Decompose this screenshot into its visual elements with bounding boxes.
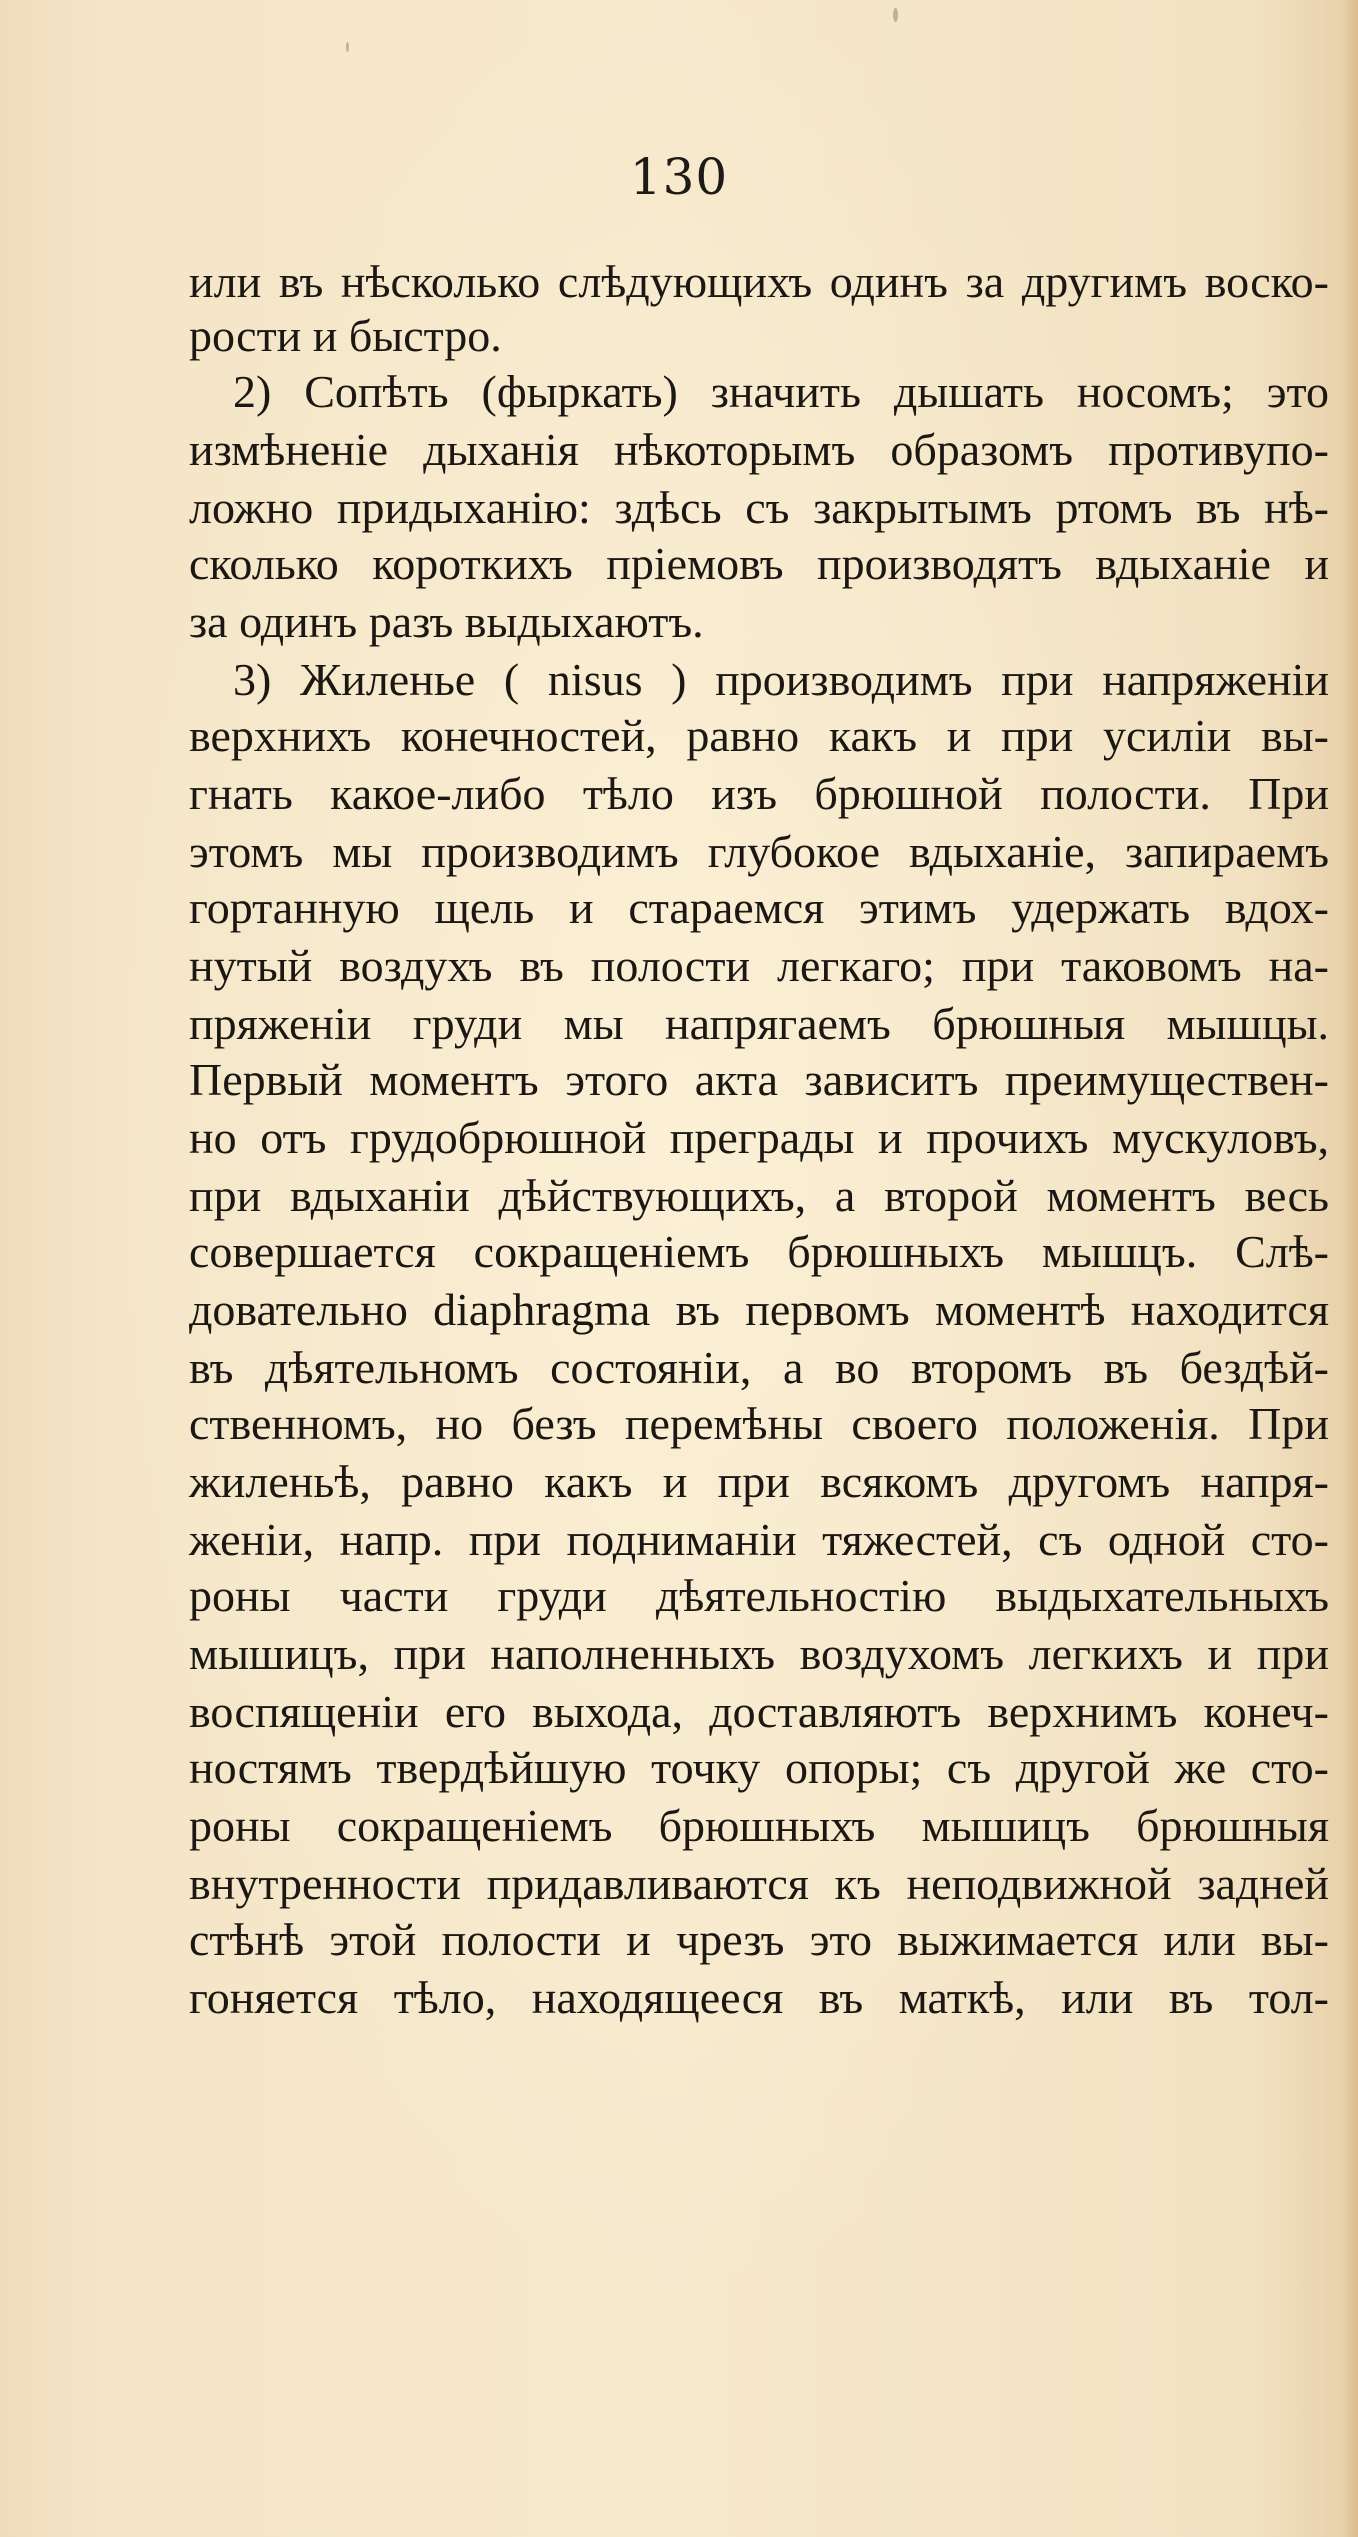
text-line: 3) Жиленье ( nisus ) производимъ при напряженіи xyxy=(233,654,1329,705)
text-line: гоняется тѣло, находящееся въ маткѣ, или въ тол- xyxy=(189,1972,1329,2023)
paper-speck xyxy=(346,42,349,52)
text-line: ложно придыханію: здѣсь съ закрытымъ ртомъ въ нѣ- xyxy=(189,482,1329,533)
text-line: мышицъ, при наполненныхъ воздухомъ легкихъ и при xyxy=(189,1628,1329,1679)
text-line: ностямъ твердѣйшую точку опоры; съ другой же сто- xyxy=(189,1742,1329,1793)
text-line: въ дѣятельномъ состояніи, а во второмъ въ бездѣй- xyxy=(189,1342,1329,1393)
text-line: сколько короткихъ пріемовъ производятъ вдыханіе и xyxy=(189,538,1329,589)
text-line: рости и быстро. xyxy=(189,310,502,361)
text-line: женіи, напр. при подниманіи тяжестей, съ одной сто- xyxy=(189,1514,1329,1565)
text-line: этомъ мы производимъ глубокое вдыханіе, запираемъ xyxy=(189,826,1329,877)
text-line: но отъ грудобрюшной преграды и прочихъ мускуловъ, xyxy=(189,1112,1329,1163)
text-line: гнать какое-либо тѣло изъ брюшной полости. При xyxy=(189,768,1329,819)
text-line: внутренности придавливаются къ неподвижной задней xyxy=(189,1858,1329,1909)
text-line: за одинъ разъ выдыхаютъ. xyxy=(189,596,704,647)
text-line: пряженіи груди мы напрягаемъ брюшныя мышцы. xyxy=(189,998,1329,1049)
page-number: 130 xyxy=(629,148,729,206)
paper-speck xyxy=(893,8,898,22)
text-line: роны части груди дѣятельностію выдыхательныхъ xyxy=(189,1570,1329,1621)
text-line: стѣнѣ этой полости и чрезъ это выжимается или вы- xyxy=(189,1914,1329,1965)
text-line: Первый моментъ этого акта зависитъ преимуществен- xyxy=(189,1054,1329,1105)
text-line: или въ нѣсколько слѣдующихъ одинъ за другимъ воско- xyxy=(189,256,1329,307)
text-line: воспященіи его выхода, доставляютъ верхнимъ конеч- xyxy=(189,1686,1329,1737)
text-line: верхнихъ конечностей, равно какъ и при усиліи вы- xyxy=(189,710,1329,761)
text-line: гортанную щель и стараемся этимъ удержать вдох- xyxy=(189,882,1329,933)
text-line: измѣненіе дыханія нѣкоторымъ образомъ противупо- xyxy=(189,424,1329,475)
page-edge-shadow xyxy=(1342,0,1358,2537)
text-line: ственномъ, но безъ перемѣны своего положенія. При xyxy=(189,1398,1329,1449)
text-line: жиленьѣ, равно какъ и при всякомъ другомъ напря- xyxy=(189,1456,1329,1507)
text-line: нутый воздухъ въ полости легкаго; при таковомъ на- xyxy=(189,940,1329,991)
text-line: при вдыханіи дѣйствующихъ, а второй моментъ весь xyxy=(189,1170,1329,1221)
text-line: довательно diaphragma въ первомъ моментѣ находится xyxy=(189,1284,1329,1335)
text-line: 2) Сопѣть (фыркать) значить дышать носомъ; это xyxy=(233,366,1329,417)
text-line: роны сокращеніемъ брюшныхъ мышицъ брюшныя xyxy=(189,1800,1329,1851)
text-line: совершается сокращеніемъ брюшныхъ мышцъ. Слѣ- xyxy=(189,1226,1329,1277)
